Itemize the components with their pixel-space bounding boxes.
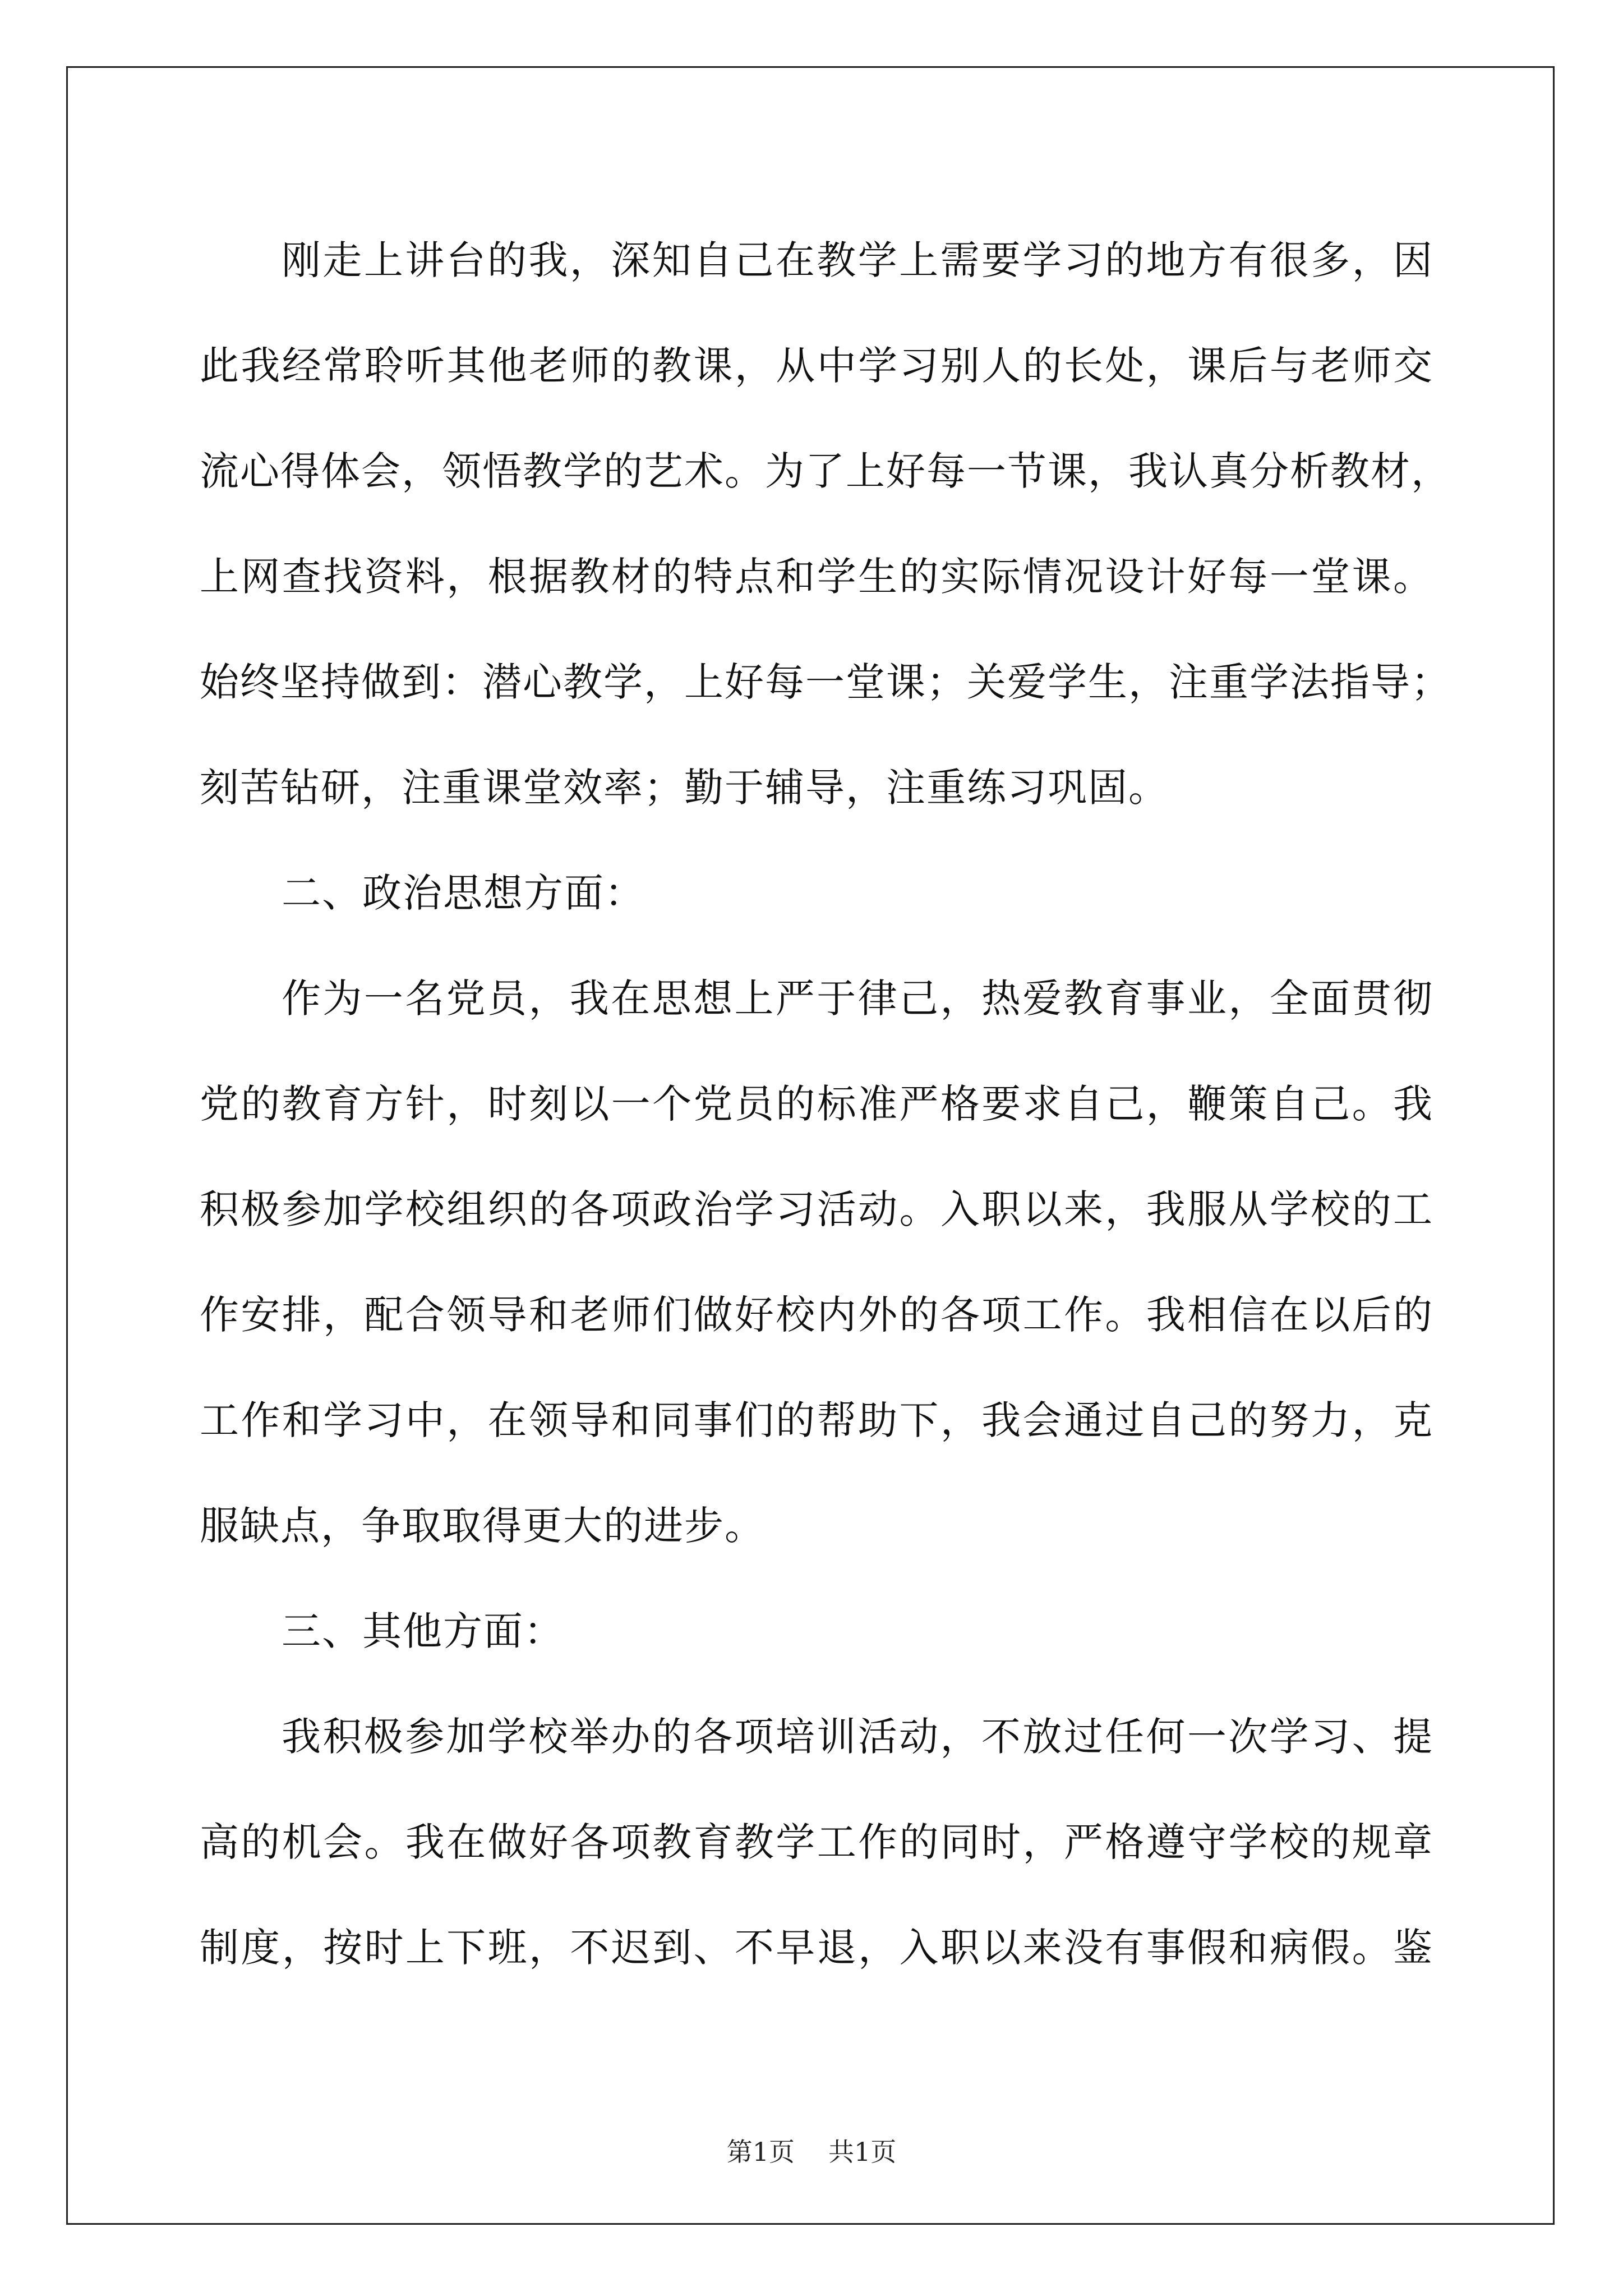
text-line: 始终坚持做到：潜心教学，上好每一堂课；关爱学生，注重学法指导； bbox=[200, 659, 1451, 705]
text-line: 作安排，配合领导和老师们做好校内外的各项工作。我相信在以后的 bbox=[200, 1292, 1433, 1338]
section-heading: 二、政治思想方面： bbox=[282, 870, 645, 916]
text-line: 高的机会。我在做好各项教育教学工作的同时，严格遵守学校的规章 bbox=[200, 1819, 1433, 1865]
text-line: 制度，按时上下班，不迟到、不早退，入职以来没有事假和病假。鉴 bbox=[200, 1925, 1433, 1971]
text-line: 工作和学习中，在领导和同事们的帮助下，我会通过自己的努力，克 bbox=[200, 1397, 1433, 1443]
document-body bbox=[200, 208, 1451, 2000]
page-footer bbox=[0, 2132, 1623, 2169]
text-line: 此我经常聆听其他老师的教课，从中学习别人的长处，课后与老师交 bbox=[200, 343, 1433, 389]
section-heading: 三、其他方面： bbox=[282, 1608, 564, 1654]
text-line: 党的教育方针，时刻以一个党员的标准严格要求自己，鞭策自己。我 bbox=[200, 1081, 1433, 1127]
text-line: 上网查找资料，根据教材的特点和学生的实际情况设计好每一堂课。 bbox=[200, 554, 1433, 600]
text-line: 服缺点，争取取得更大的进步。 bbox=[200, 1503, 765, 1549]
text-line: 流心得体会，领悟教学的艺术。为了上好每一节课，我认真分析教材， bbox=[200, 448, 1451, 494]
text-line: 我积极参加学校举办的各项培训活动，不放过任何一次学习、提 bbox=[282, 1714, 1433, 1760]
text-line: 刚走上讲台的我，深知自己在教学上需要学习的地方有很多，因 bbox=[282, 237, 1433, 283]
page-number: 第1页 bbox=[726, 2137, 795, 2167]
text-line: 积极参加学校组织的各项政治学习活动。入职以来，我服从学校的工 bbox=[200, 1186, 1433, 1232]
text-line: 刻苦钻研，注重课堂效率；勤于辅导，注重练习巩固。 bbox=[200, 765, 1169, 811]
page-total: 共1页 bbox=[828, 2137, 897, 2167]
text-line: 作为一名党员，我在思想上严于律己，热爱教育事业，全面贯彻 bbox=[282, 976, 1433, 1022]
